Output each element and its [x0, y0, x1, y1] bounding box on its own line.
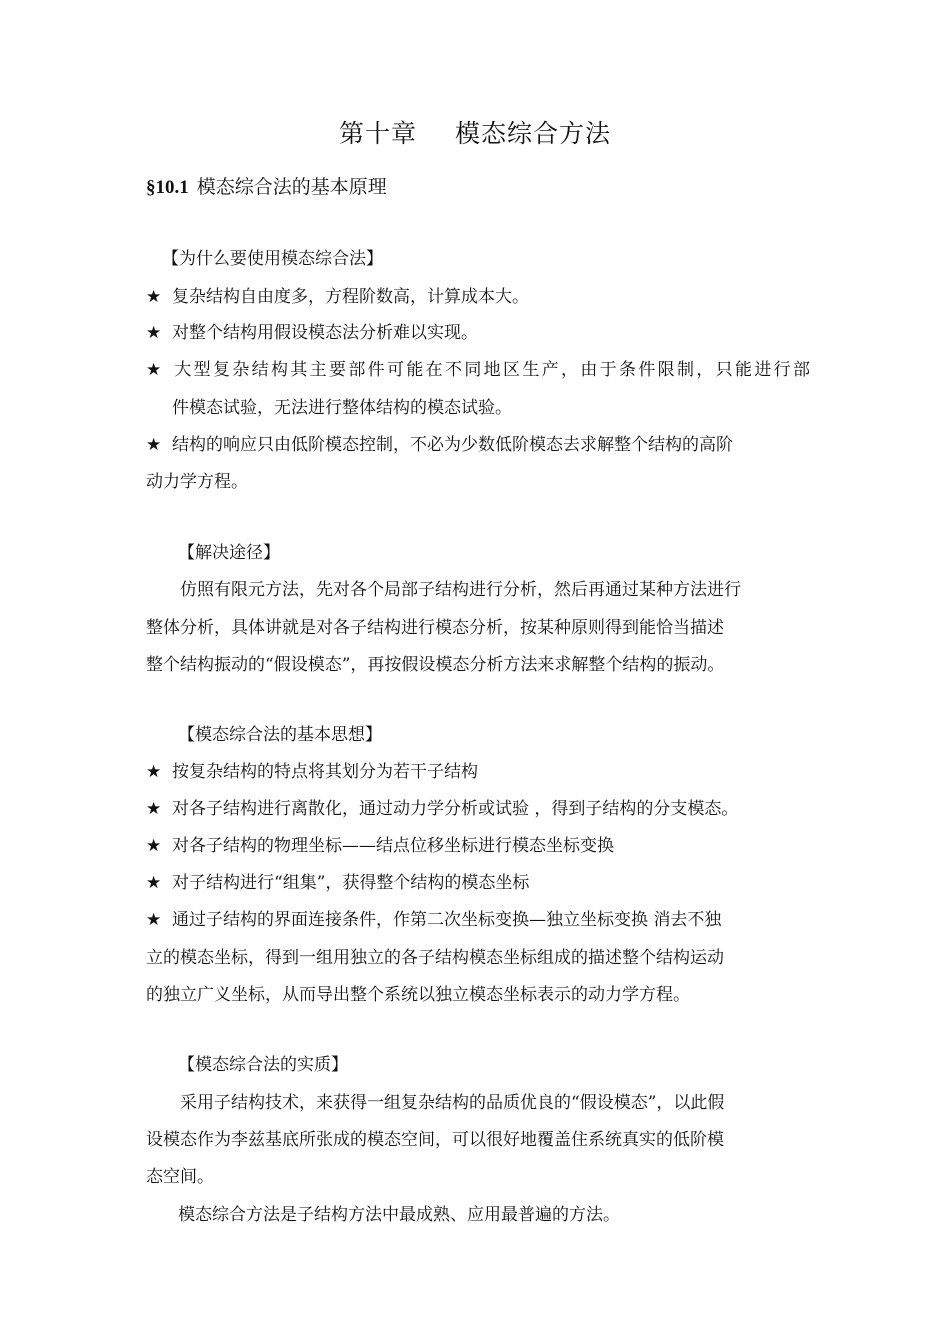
- idea-item-3: ★ 对各子结构的物理坐标——结点位移坐标进行模态坐标变换: [146, 836, 614, 856]
- solution-heading: 【解决途径】: [178, 543, 280, 563]
- solution-line-2: 整体分析，具体讲就是对各子结构进行模态分析，按某种原则得到能恰当描述: [146, 618, 724, 638]
- star-icon: ★: [146, 799, 162, 819]
- why-item-1: ★ 复杂结构自由度多，方程阶数高，计算成本大。: [146, 287, 529, 307]
- why-heading: 【为什么要使用模态综合法】: [162, 249, 383, 269]
- why-item-3: ★ 大型复杂结构其主要部件可能在不同地区生产，由于条件限制，只能进行部: [146, 360, 810, 380]
- idea-item-1: ★ 按复杂结构的特点将其划分为若干子结构: [146, 762, 478, 782]
- essence-heading: 【模态综合法的实质】: [178, 1055, 348, 1075]
- star-icon: ★: [146, 910, 162, 930]
- essence-line-4: 模态综合方法是子结构方法中最成熟、应用最普遍的方法。: [178, 1205, 620, 1225]
- star-icon: ★: [146, 435, 162, 455]
- essence-line-1: 采用子结构技术，来获得一组复杂结构的品质优良的“假设模态”，以此假: [180, 1093, 725, 1113]
- star-icon: ★: [146, 287, 162, 307]
- solution-line-1: 仿照有限元方法，先对各个局部子结构进行分析，然后再通过某种方法进行: [180, 580, 741, 600]
- star-icon: ★: [146, 323, 162, 343]
- star-icon: ★: [146, 873, 162, 893]
- chapter-number: 第十章: [338, 119, 417, 148]
- essence-line-3: 态空间。: [146, 1167, 214, 1187]
- idea-item-4: ★ 对子结构进行“组集”，获得整个结构的模态坐标: [146, 873, 530, 893]
- idea-item-5-cont-1: 立的模态坐标，得到一组用独立的各子结构模态坐标组成的描述整个结构运动: [146, 948, 724, 968]
- section-number: §10.1: [146, 177, 189, 198]
- star-icon: ★: [146, 360, 162, 380]
- idea-item-2: ★ 对各子结构进行离散化，通过动力学分析或试验 ，得到子结构的分支模态。: [146, 799, 739, 819]
- solution-line-3: 整个结构振动的“假设模态”，再按假设模态分析方法来求解整个结构的振动。: [146, 655, 725, 675]
- essence-line-2: 设模态作为李兹基底所张成的模态空间，可以很好地覆盖住系统真实的低阶模: [146, 1130, 724, 1150]
- idea-item-5: ★ 通过子结构的界面连接条件，作第二次坐标变换—独立坐标变换 消去不独: [146, 910, 722, 930]
- star-icon: ★: [146, 836, 162, 856]
- why-item-4-cont: 动力学方程。: [146, 472, 248, 492]
- star-icon: ★: [146, 762, 162, 782]
- chapter-name: 模态综合方法: [455, 119, 612, 148]
- why-item-2: ★ 对整个结构用假设模态法分析难以实现。: [146, 323, 478, 343]
- why-item-4: ★ 结构的响应只由低阶模态控制，不必为少数低阶模态去求解整个结构的高阶: [146, 435, 733, 455]
- idea-item-5-cont-2: 的独立广义坐标，从而导出整个系统以独立模态坐标表示的动力学方程。: [146, 985, 690, 1005]
- section-title: 模态综合法的基本原理: [196, 176, 387, 198]
- chapter-title: [0, 114, 950, 150]
- why-item-3-cont: 件模态试验，无法进行整体结构的模态试验。: [172, 398, 512, 418]
- idea-heading: 【模态综合法的基本思想】: [178, 725, 382, 745]
- section-heading: [146, 172, 387, 199]
